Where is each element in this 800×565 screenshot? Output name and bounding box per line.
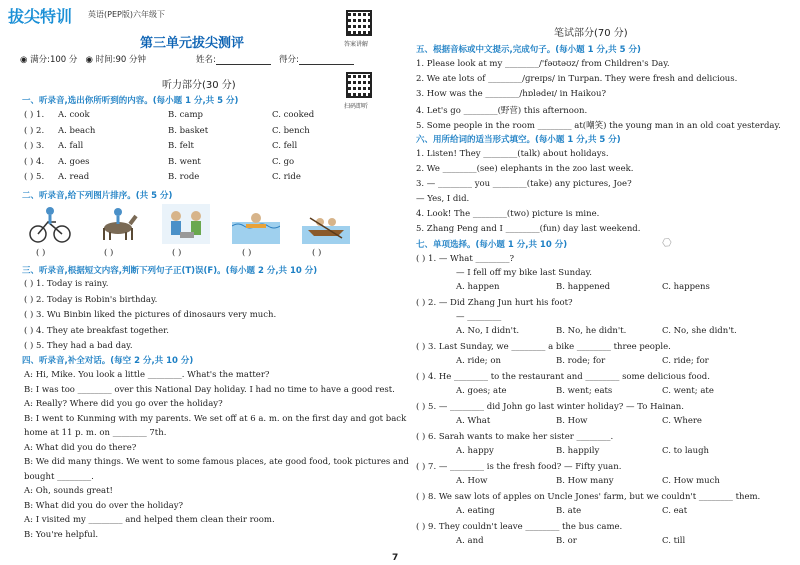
option-c: C. How much [662,476,720,486]
option-a: A. fall [58,141,84,151]
option-b: B. went; eats [556,386,613,396]
true-false-item: ( ) 5. They had a bad day. [24,341,133,351]
option-a: A. read [58,172,90,182]
picture-swimming [232,204,280,244]
option-b: B. How [556,416,588,426]
picture-bike-riding [26,204,74,244]
picture-order-3[interactable]: ( ) [172,248,182,258]
option-c: C. ride [272,172,301,182]
option-a: A. happen [456,282,500,292]
option-b: B. happily [556,446,600,456]
fill-form-item: — Yes, I did. [416,194,470,204]
book-subtitle: 英语(PEP版)六年级下 [88,10,165,19]
option-c: C. Where [662,416,702,426]
choice-question: ( ) 9. They couldn't leave ________ the bus came. [416,522,623,532]
dialogue-line: B: You're helpful. [24,529,99,540]
name-label: 姓名: [196,55,216,65]
exam-time: 时间:90 分钟 [95,55,147,65]
option-a: A. cook [58,110,90,120]
option-a: A. and [456,536,484,546]
option-b: B. How many [556,476,614,486]
qr-code-listening[interactable] [346,72,372,98]
picture-order-5[interactable]: ( ) [312,248,322,258]
choice-question: ( ) 6. Sarah wants to make her sister ________. [416,432,614,442]
true-false-item: ( ) 4. They ate breakfast together. [24,325,169,336]
section-6-heading: 六、用所给词的适当形式填空。(每小题 1 分,共 5 分) [416,135,621,145]
meta-name-score [196,53,354,65]
name-field[interactable] [216,55,271,65]
dialogue-line: B: We did many things. We went to some famous places, ate good food, took pictures and [24,457,409,467]
dialogue-line: B: I went to Kunming with my parents. We set off at 6 a. m. on the first day and got back [24,413,407,424]
option-b: B. went [168,156,201,167]
dialogue-line: A: Hi, Mike. You look a little ________. What's the matter? [24,370,270,380]
picture-horse-riding [94,204,142,244]
choice-question: ( ) 7. — ________ is the fresh food? — Fifty yuan. [416,462,622,472]
choice-question: ( ) 3. Last Sunday, we ________ a bike ________ three people. [416,342,671,352]
picture-rowing-boat [302,204,350,244]
option-c: C. go [272,156,295,167]
dialogue-line: B: What did you do over the holiday? [24,500,184,511]
phonetic-item: 1. Please look at my ________/'fəʊtəʊz/ from Children's Day. [416,59,670,69]
picture-order-1[interactable]: ( ) [36,248,46,258]
answer-paren[interactable]: ( ) 1. [24,110,45,120]
brand-logo: 拔尖特训 [8,7,73,26]
option-a: A. eating [456,506,495,516]
section-3-heading: 三、听录音,根据短文内容,判断下列句子正(T)误(F)。(每小题 2 分,共 10 分) [22,266,318,276]
choice-question-line2: — ________ [456,312,502,322]
phonetic-item: 2. We ate lots of ________/ɡreɪps/ in Turpan. They were fresh and delicious. [416,74,738,84]
option-b: B. ate [556,506,582,516]
option-c: C. fell [272,141,298,151]
fill-form-item: 4. Look! The ________(two) picture is mine. [416,209,600,219]
option-c: C. bench [272,125,310,136]
section-7-heading: 七、单项选择。(每小题 1 分,共 10 分) [416,240,568,250]
option-b: B. camp [168,110,203,120]
option-b: B. rode; for [556,356,606,366]
choice-question: ( ) 1. — What ________? [416,254,515,264]
qr-caption-answers: 答案讲解 [344,41,369,48]
option-c: C. till [662,536,686,546]
true-false-item: ( ) 1. Today is rainy. [24,279,109,289]
option-a: A. No, I didn't. [456,326,520,336]
writing-part-title: 笔试部分(70 分) [554,28,628,39]
right-page [400,0,800,565]
option-a: A. goes [58,156,90,167]
phonetic-item: 4. Let's go ________(野营) this afternoon. [416,106,588,116]
watermark: ⬡ [659,234,674,251]
section-1-heading: 一、听录音,选出你所听到的内容。(每小题 1 分,共 5 分) [22,96,239,106]
answer-paren[interactable]: ( ) 4. [24,156,45,167]
option-a: A. goes; ate [456,386,507,396]
timer-icon: ◉ [85,55,93,65]
option-b: B. rode [168,172,200,182]
fill-form-item: 1. Listen! They ________(talk) about holidays. [416,149,609,159]
option-c: C. ride; for [662,356,709,366]
option-b: B. basket [168,125,209,136]
choice-question: ( ) 5. — ________ did John go last winter holiday? — To Hainan. [416,402,684,412]
option-c: C. eat [662,506,688,516]
option-a: A. beach [58,125,96,136]
option-b: B. or [556,536,577,546]
option-a: A. What [456,416,491,426]
dialogue-line: A: I visited my ________ and helped them clean their room. [24,515,275,525]
fill-form-item: 5. Zhang Peng and I ________(fun) day last weekend. [416,224,641,234]
option-c: C. happens [662,282,710,292]
qr-code-answers[interactable] [346,10,372,36]
meta-score-time [20,53,146,65]
qr-caption-listening: 扫码即听 [344,103,369,110]
section-2-heading: 二、听录音,给下列图片排序。(共 5 分) [22,191,173,201]
true-false-item: ( ) 2. Today is Robin's birthday. [24,294,158,305]
choice-question: ( ) 8. We saw lots of apples on Uncle Jones' farm, but we couldn't ________ them. [416,492,761,502]
unit-test-title: 第三单元拔尖测评 [140,36,245,51]
full-score: 满分:100 分 [30,55,78,65]
answer-paren[interactable]: ( ) 5. [24,172,45,182]
dialogue-line: A: Really? Where did you go over the holiday? [24,399,223,409]
clock-icon: ◉ [20,55,28,65]
phonetic-item: 3. How was the ________/hɒlədeɪ/ in Haikou? [416,89,607,99]
true-false-item: ( ) 3. Wu Binbin liked the pictures of dinosaurs very much. [24,310,277,320]
dialogue-line: home at 11 p. m. on ________ 7th. [24,428,167,438]
page-number: 7 [392,553,399,563]
option-b: B. felt [168,141,194,151]
option-b: B. No, he didn't. [556,326,627,336]
picture-order-4[interactable]: ( ) [242,248,252,258]
answer-paren[interactable]: ( ) 3. [24,141,45,151]
answer-paren[interactable]: ( ) 2. [24,125,45,136]
option-c: C. went; ate [662,386,714,396]
score-label: 得分: [278,55,299,65]
choice-question-line2: — I fell off my bike last Sunday. [456,268,592,278]
choice-question: ( ) 4. He ________ to the restaurant and ________ some delicious food. [416,372,710,382]
section-4-heading: 四、听录音,补全对话。(每空 2 分,共 10 分) [22,356,194,366]
section-5-heading: 五、根据音标或中文提示,完成句子。(每小题 1 分,共 5 分) [416,45,641,55]
fill-form-item: 2. We ________(see) elephants in the zoo last week. [416,164,634,174]
option-c: C. No, she didn't. [662,326,737,336]
picture-order-2[interactable]: ( ) [104,248,114,258]
fill-form-item: 3. — ________ you ________(take) any pictures, Joe? [416,179,632,189]
dialogue-line: bought ________. [24,471,94,482]
option-c: C. to laugh [662,446,710,456]
option-a: A. happy [456,446,494,456]
choice-question: ( ) 2. — Did Zhang Jun hurt his foot? [416,298,573,308]
listening-part-title: 听力部分(30 分) [162,80,236,91]
option-a: A. ride; on [456,356,501,366]
dialogue-line: B: I was too ________ over this National Day holiday. I had no time to have a good rest. [24,384,395,395]
phonetic-item: 5. Some people in the room ________ at(嘲笑) the young man in an old coat yesterday. [416,121,781,131]
dialogue-line: A: What did you do there? [24,442,137,453]
option-c: C. cooked [272,110,315,120]
option-a: A. How [456,476,488,486]
dialogue-line: A: Oh, sounds great! [24,486,113,496]
option-b: B. happened [556,282,611,292]
picture-kids-cooking [162,204,210,244]
score-field[interactable] [299,55,354,65]
